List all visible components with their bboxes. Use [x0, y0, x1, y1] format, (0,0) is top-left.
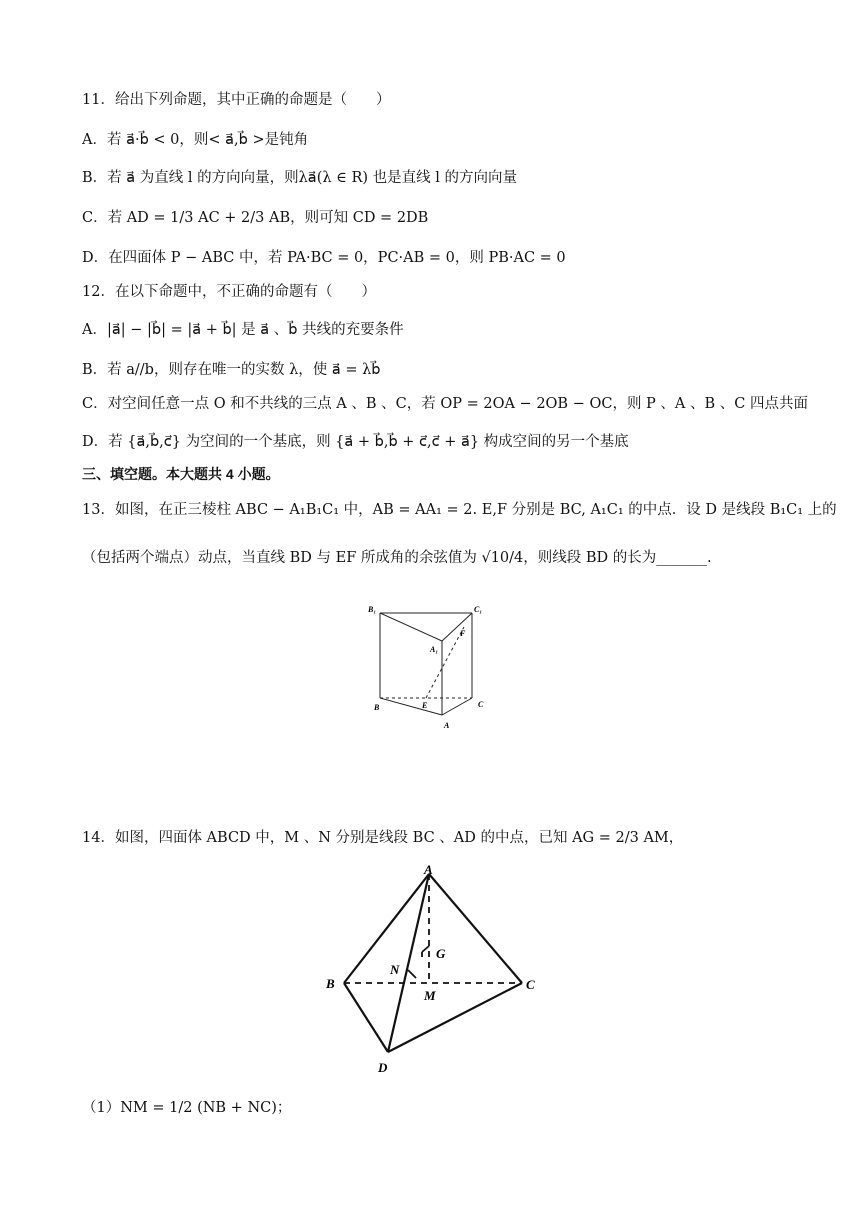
label-e: E — [422, 701, 428, 710]
label-c: C — [526, 977, 535, 992]
label-g: G — [436, 946, 446, 961]
q13-stem-line2: （包括两个端点）动点，当直线 BD 与 EF 所成角的余弦值为 √10/4，则线段 BD 的长为_______. — [82, 550, 712, 566]
q12-option-c: C．对空间任意一点 O 和不共线的三点 A 、B 、C，若 OP = 2OA − 2OB − OC，则 P 、A 、B 、C 四点共面 — [82, 396, 808, 412]
label-a1: A₁ — [430, 645, 439, 654]
q12-stem: 12．在以下命题中，不正确的命题有（ ） — [82, 284, 376, 300]
q14-item-1: （1）NM = 1/2 (NB + NC)； — [82, 1100, 292, 1116]
q13-stem-line1: 13．如图，在正三棱柱 ABC − A₁B₁C₁ 中，AB = AA₁ = 2. E,F 分别是 BC, A₁C₁ 的中点．设 D 是线段 B₁C₁ 上的 — [82, 502, 837, 518]
label-b: B — [326, 976, 335, 991]
prism-figure — [360, 598, 500, 738]
q11-option-d: D．在四面体 P − ABC 中，若 PA·BC = 0，PC·AB = 0，则 PB·AC = 0 — [82, 250, 566, 266]
label-c1: C₁ — [474, 605, 483, 614]
label-b: B — [374, 703, 380, 712]
q14-stem: 14．如图，四面体 ABCD 中，M 、N 分别是线段 BC 、AD 的中点，已知 AG = 2/3 AM， — [82, 830, 684, 846]
q12-option-d: D．若 {a⃗,b⃗,c⃗} 为空间的一个基底，则 {a⃗ + b⃗,b⃗ + c⃗,c⃗ + a⃗} 构成空间的另一个基底 — [82, 434, 629, 450]
q11-stem: 11．给出下列命题，其中正确的命题是（ ） — [82, 92, 391, 108]
label-a: A — [424, 862, 433, 877]
label-a: A — [444, 721, 450, 730]
q11-option-b: B．若 a⃗ 为直线 l 的方向向量，则λa⃗(λ ∈ R) 也是直线 l 的方向向量 — [82, 170, 518, 186]
label-n: N — [390, 962, 400, 977]
label-c: C — [478, 700, 484, 709]
label-f: F — [460, 629, 466, 638]
label-d: D — [378, 1060, 388, 1075]
q11-option-a: A．若 a⃗·b⃗ < 0，则< a⃗,b⃗ >是钝角 — [82, 132, 309, 148]
q11-option-c: C．若 AD = 1/3 AC + 2/3 AB，则可知 CD = 2DB — [82, 210, 429, 226]
label-b1: B₁ — [368, 605, 377, 614]
q12-option-b: B．若 a//b，则存在唯一的实数 λ，使 a⃗ = λb⃗ — [82, 362, 381, 378]
section-heading: 三、填空题。本大题共 4 小题。 — [82, 466, 280, 482]
label-m: M — [424, 988, 436, 1003]
tetrahedron-figure — [320, 862, 550, 1077]
q12-option-a: A．|a⃗| − |b⃗| = |a⃗ + b⃗| 是 a⃗ 、b⃗ 共线的充要条件 — [82, 322, 404, 338]
